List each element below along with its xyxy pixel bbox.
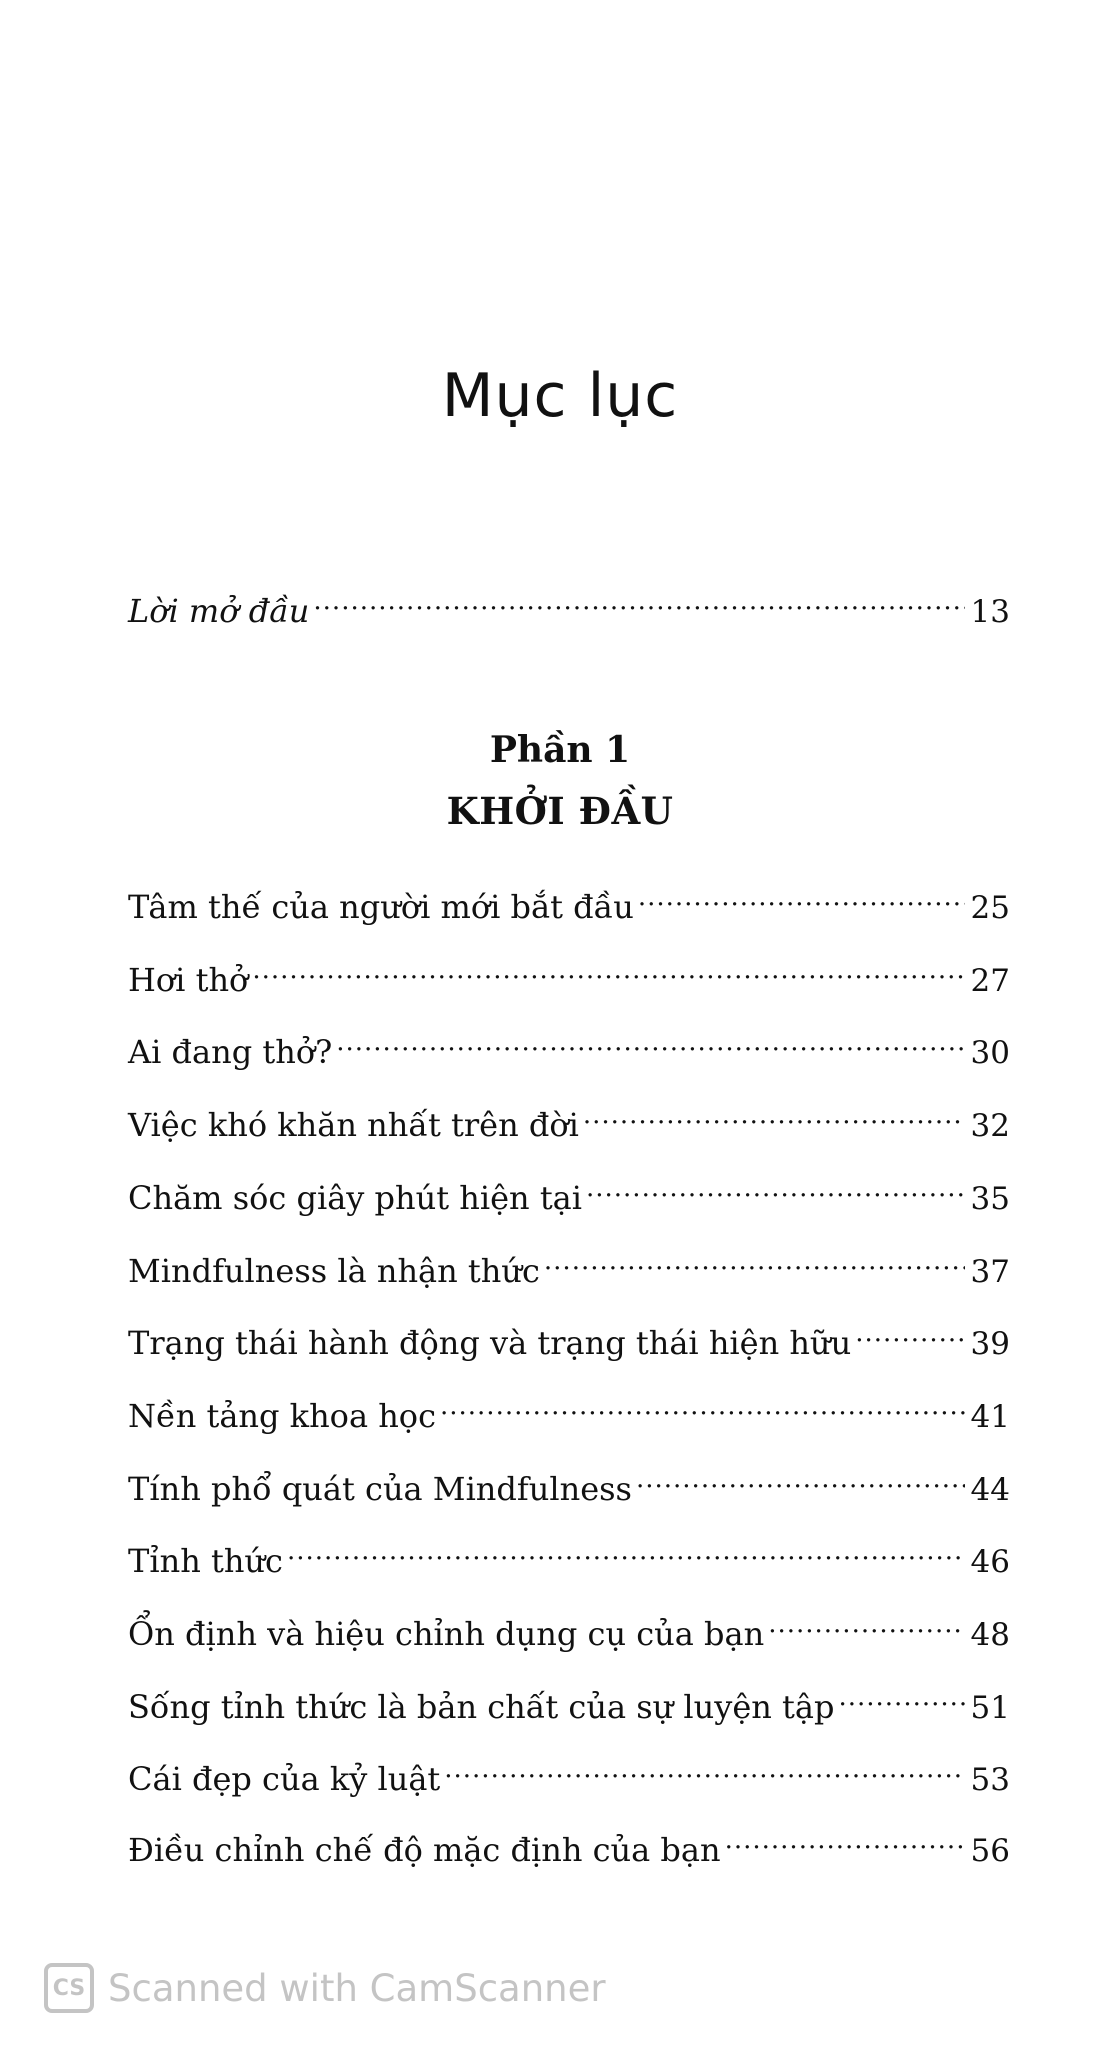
dot-leader: [638, 868, 965, 918]
toc-entry-page: 39: [970, 1326, 1010, 1362]
camscanner-logo-icon: CS: [44, 1963, 94, 2013]
toc-entry: [128, 1013, 1010, 1071]
toc-entry: [128, 1740, 1010, 1798]
camscanner-watermark: [44, 1960, 606, 2016]
page-title: Mục lục: [441, 361, 679, 431]
toc-entry-label: Điều chỉnh chế độ mặc định của bạn: [128, 1831, 721, 1869]
toc-entry: [128, 1159, 1010, 1217]
toc-entry-page: 27: [970, 963, 1010, 999]
dot-leader: [838, 1668, 964, 1718]
toc-entry-page: 51: [970, 1690, 1010, 1726]
dot-leader: [287, 1522, 965, 1572]
watermark-text: Scanned with CamScanner: [108, 1966, 606, 2010]
toc-entry: [128, 1595, 1010, 1653]
dot-leader: [440, 1377, 965, 1427]
part-title: KHỞI ĐẦU: [446, 789, 674, 833]
toc-entry-page: 53: [970, 1762, 1010, 1798]
toc-entry-label: Cái đẹp của kỷ luật: [128, 1760, 441, 1798]
toc-entry-page: 30: [970, 1035, 1010, 1071]
dot-leader: [544, 1232, 965, 1282]
toc-entry-page: 48: [970, 1617, 1010, 1653]
toc-entry: [128, 941, 1010, 999]
toc-entry: [128, 1811, 1010, 1869]
toc-entry-page: 32: [970, 1108, 1010, 1144]
toc-entry: [128, 868, 1010, 926]
toc-entry-page: 41: [970, 1399, 1010, 1435]
toc-entry-label: Ổn định và hiệu chỉnh dụng cụ của bạn: [128, 1615, 765, 1653]
toc-entry: [128, 1377, 1010, 1435]
toc-entry-page: 13: [970, 594, 1010, 630]
toc-entry-label: Nền tảng khoa học: [128, 1397, 436, 1435]
toc-entry-label: Lời mở đầu: [128, 592, 310, 630]
toc-entry: [128, 1450, 1010, 1508]
toc-entry-label: Tỉnh thức: [128, 1542, 283, 1580]
toc-entry: [128, 1232, 1010, 1290]
toc-entry-label: Việc khó khăn nhất trên đời: [128, 1106, 579, 1144]
toc-entry-page: 56: [970, 1833, 1010, 1869]
dot-leader: [636, 1450, 965, 1500]
toc-entry: [128, 1522, 1010, 1580]
toc-entry: [128, 1304, 1010, 1362]
dot-leader: [725, 1811, 965, 1861]
toc-entry-page: 35: [970, 1181, 1010, 1217]
dot-leader: [855, 1304, 964, 1354]
toc-entry-label: Trạng thái hành động và trạng thái hiện hữu: [128, 1324, 852, 1362]
toc-entry: [128, 1086, 1010, 1144]
toc-entry-label: Tính phổ quát của Mindfulness: [128, 1470, 632, 1508]
toc-entry-label: Ai đang thở?: [128, 1033, 333, 1071]
toc-entry-label: Tâm thế của người mới bắt đầu: [128, 888, 634, 926]
toc-entry-page: 37: [970, 1254, 1010, 1290]
dot-leader: [444, 1740, 964, 1790]
toc-entry-label: Chăm sóc giây phút hiện tại: [128, 1179, 582, 1217]
toc-entry-page: 44: [970, 1472, 1010, 1508]
toc-entry-label: Hơi thở: [128, 961, 249, 999]
dot-leader: [336, 1013, 964, 1063]
dot-leader: [252, 941, 964, 991]
part-number: Phần 1: [489, 729, 631, 771]
dot-leader: [768, 1595, 964, 1645]
toc-entry-label: Sống tỉnh thức là bản chất của sự luyện tập: [128, 1688, 835, 1726]
toc-entry-label: Mindfulness là nhận thức: [128, 1252, 540, 1290]
toc-entry-page: 25: [970, 890, 1010, 926]
toc-entry: [128, 1668, 1010, 1726]
dot-leader: [583, 1086, 965, 1136]
dot-leader: [586, 1159, 965, 1209]
toc-entry-page: 46: [970, 1544, 1010, 1580]
